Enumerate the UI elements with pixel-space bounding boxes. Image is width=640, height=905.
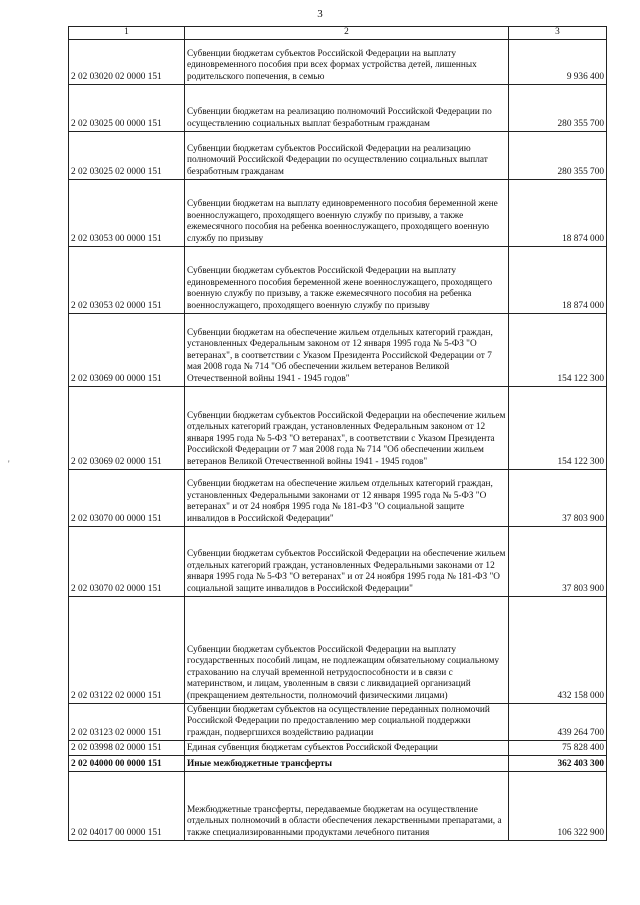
row-description: Субвенции бюджетам субъектов Российской Федерации на обеспечение жильем отдельных категорий граждан, установленных Федеральным законом от 12 января 1995 года № 5-ФЗ "О ветеранах", в соответствии с Указом Президента Российской Федерации от 7 мая 2008 года № 714 "Об обеспечении жильем ветеранов Великой Отечественной войны 1941 - 1945 годов" xyxy=(185,386,509,469)
margin-mark: ' xyxy=(8,459,10,469)
row-code: 2 02 03053 02 0000 151 xyxy=(69,246,185,313)
row-description: Субвенции бюджетам субъектов Российской Федерации на выплату единовременного пособия беременной жене военнослужащего, проходящего военную службу по призыву, а также ежемесячного пособия на ребенка военнослужащего, проходящего военную службу по призыву xyxy=(185,246,509,313)
table-row xyxy=(69,39,607,84)
row-code: 2 02 03998 02 0000 151 xyxy=(69,740,185,755)
row-description: Субвенции бюджетам субъектов Российской Федерации на обеспечение жильем отдельных категорий граждан, установленных Федеральными законами от 12 января 1995 года № 5-ФЗ "О ветеранах" и от 24 ноября 1995 года № 181-ФЗ "О социальной защите инвалидов в Российской Федерации" xyxy=(185,526,509,596)
table-row xyxy=(69,131,607,179)
row-description: Субвенции бюджетам субъектов Российской Федерации на выплату единовременного пособия при всех формах устройства детей, лишенных родительского попечения, в семью xyxy=(185,39,509,84)
row-amount: 106 322 900 xyxy=(509,771,607,840)
header-col-3: 3 xyxy=(509,27,607,40)
row-code: 2 02 03069 02 0000 151 xyxy=(69,386,185,469)
row-amount: 280 355 700 xyxy=(509,131,607,179)
row-description: Субвенции бюджетам субъектов Российской Федерации на выплату государственных пособий лицам, не подлежащим обязательному социальному страхованию на случай временной нетрудоспособности и в связи с материнством, и лицам, уволенным в связи с ликвидацией организаций (прекращением деятельности, полномочий физическими лицами) xyxy=(185,596,509,703)
row-amount: 75 828 400 xyxy=(509,740,607,755)
row-amount: 432 158 000 xyxy=(509,596,607,703)
row-description: Субвенции бюджетам на реализацию полномочий Российской Федерации по осуществлению социальных выплат безработным гражданам xyxy=(185,84,509,131)
table-row xyxy=(69,596,607,703)
row-description: Единая субвенция бюджетам субъектов Российской Федерации xyxy=(185,740,509,755)
table-row xyxy=(69,771,607,840)
row-amount: 18 874 000 xyxy=(509,179,607,246)
row-code: 2 02 03020 02 0000 151 xyxy=(69,39,185,84)
table-row xyxy=(69,246,607,313)
row-code: 2 02 03025 00 0000 151 xyxy=(69,84,185,131)
row-description: Межбюджетные трансферты, передаваемые бюджетам на осуществление отдельных полномочий в области обеспечения лекарственными препаратами, а также специализированными продуктами лечебного питания xyxy=(185,771,509,840)
row-amount: 37 803 900 xyxy=(509,469,607,526)
header-col-2: 2 xyxy=(185,27,509,40)
table-row xyxy=(69,703,607,740)
row-amount: 18 874 000 xyxy=(509,246,607,313)
page-number: 3 xyxy=(317,8,323,20)
header-row xyxy=(69,27,607,40)
row-amount: 362 403 300 xyxy=(509,755,607,771)
table-row xyxy=(69,740,607,755)
row-code: 2 02 03070 02 0000 151 xyxy=(69,526,185,596)
table-row xyxy=(69,526,607,596)
budget-table xyxy=(68,26,607,841)
row-amount: 154 122 300 xyxy=(509,386,607,469)
row-code: 2 02 03025 02 0000 151 xyxy=(69,131,185,179)
table-row xyxy=(69,313,607,386)
table-row xyxy=(69,179,607,246)
row-amount: 439 264 700 xyxy=(509,703,607,740)
table-row xyxy=(69,469,607,526)
table-row xyxy=(69,755,607,771)
row-amount: 9 936 400 xyxy=(509,39,607,84)
table-row xyxy=(69,84,607,131)
row-description: Субвенции бюджетам на обеспечение жильем отдельных категорий граждан, установленных Федеральными законами от 12 января 1995 года № 5-ФЗ "О ветеранах" и от 24 ноября 1995 года № 181-ФЗ "О социальной защите инвалидов в Российской Федерации" xyxy=(185,469,509,526)
header-col-1: 1 xyxy=(69,27,185,40)
row-code: 2 02 03070 00 0000 151 xyxy=(69,469,185,526)
row-code: 2 02 03122 02 0000 151 xyxy=(69,596,185,703)
row-amount: 154 122 300 xyxy=(509,313,607,386)
row-code: 2 02 03123 02 0000 151 xyxy=(69,703,185,740)
row-description: Субвенции бюджетам субъектов Российской Федерации на реализацию полномочий Российской Федерации по осуществлению социальных выплат безработным гражданам xyxy=(185,131,509,179)
row-description: Субвенции бюджетам на обеспечение жильем отдельных категорий граждан, установленных Федеральным законом от 12 января 1995 года № 5-ФЗ "О ветеранах", в соответствии с Указом Президента Российской Федерации от 7 мая 2008 года № 714 "Об обеспечении жильем ветеранов Великой Отечественной войны 1941 - 1945 годов" xyxy=(185,313,509,386)
row-amount: 37 803 900 xyxy=(509,526,607,596)
table-row xyxy=(69,386,607,469)
row-code: 2 02 03069 00 0000 151 xyxy=(69,313,185,386)
row-code: 2 02 03053 00 0000 151 xyxy=(69,179,185,246)
row-code: 2 02 04017 00 0000 151 xyxy=(69,771,185,840)
row-code: 2 02 04000 00 0000 151 xyxy=(69,755,185,771)
row-amount: 280 355 700 xyxy=(509,84,607,131)
row-description: Субвенции бюджетам на выплату единовременного пособия беременной жене военнослужащего, проходящего военную службу по призыву, а также ежемесячного пособия на ребенка военнослужащего, проходящего военную службу по призыву xyxy=(185,179,509,246)
row-description: Иные межбюджетные трансферты xyxy=(185,755,509,771)
row-description: Субвенции бюджетам субъектов на осуществление переданных полномочий Российской Федерации по предоставлению мер социальной поддержки граждан, подвергшихся воздействию радиации xyxy=(185,703,509,740)
